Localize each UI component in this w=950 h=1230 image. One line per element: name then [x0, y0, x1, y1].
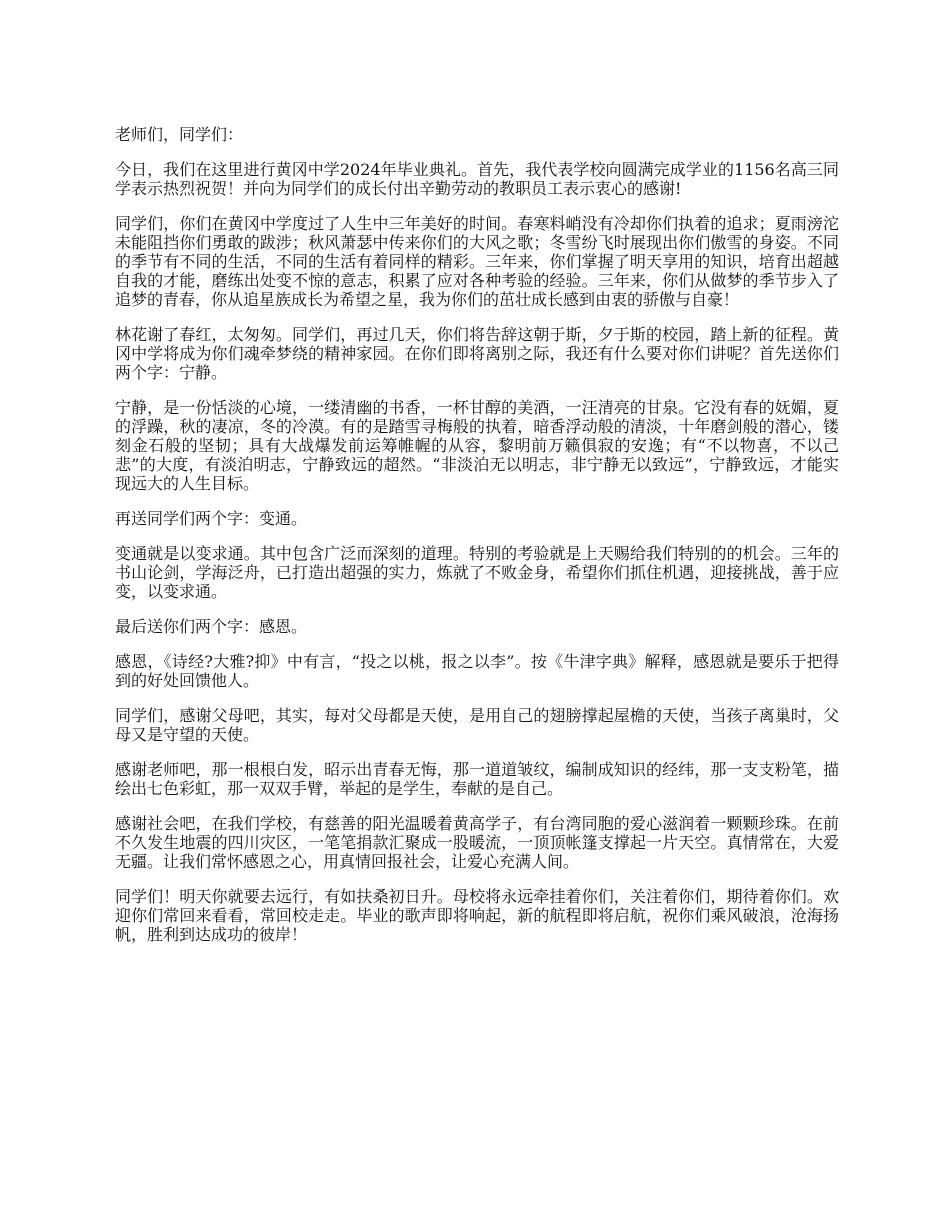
paragraph-thank-teachers: 感谢老师吧，那一根根白发，昭示出青春无悔，那一道道皱纹，编制成知识的经纬，那一支支粉笔，描绘出七色彩虹，那一双双手臂，举起的是学生，奉献的是自己。: [115, 760, 839, 798]
document-body: [115, 125, 839, 960]
paragraph-three-years: 同学们，你们在黄冈中学度过了人生中三年美好的时间。春寒料峭没有冷却你们执着的追求；夏雨滂沱未能阻挡你们勇敢的跋涉；秋风萧瑟中传来你们的大风之歌；冬雪纷飞时展现出你们傲雪的身姿。不同的季节有不同的生活，不同的生活有着同样的精彩。三年来，你们掌握了明天享用的知识，培育出超越自我的才能，磨练出处变不惊的意志，积累了应对各种考验的经验。三年来，你们从做梦的季节步入了追梦的青春，你从追星族成长为希望之星，我为你们的茁壮成长感到由衷的骄傲与自豪！: [115, 214, 839, 309]
paragraph-farewell: 林花谢了春红，太匆匆。同学们，再过几天，你们将告辞这朝于斯，夕于斯的校园，踏上新的征程。黄冈中学将成为你们魂牵梦绕的精神家园。在你们即将离别之际，我还有什么要对你们讲呢？首先送你们两个字：宁静。: [115, 325, 839, 382]
paragraph-thank-society: 感谢社会吧，在我们学校，有慈善的阳光温暖着黄高学子，有台湾同胞的爱心滋润着一颗颗珍珠。在前不久发生地震的四川灾区，一笔笔捐款汇聚成一股暖流，一顶顶帐篷支撑起一片天空。真情常在，大爱无疆。让我们常怀感恩之心，用真情回报社会，让爱心充满人间。: [115, 814, 839, 871]
paragraph-gratitude: 感恩，《诗经?大雅?抑》中有言，“投之以桃，报之以李”。按《牛津字典》解释，感恩就是要乐于把得到的好处回馈他人。: [115, 652, 839, 690]
paragraph-thank-parents: 同学们，感谢父母吧，其实，每对父母都是天使，是用自己的翅膀撑起屋檐的天使，当孩子离巢时，父母又是守望的天使。: [115, 706, 839, 744]
paragraph-tranquility: 宁静，是一份恬淡的心境，一缕清幽的书香，一杯甘醇的美酒，一汪清亮的甘泉。它没有春的妩媚，夏的浮躁，秋的凄凉，冬的冷漠。有的是踏雪寻梅般的执着，暗香浮动般的清淡，十年磨剑般的潜心，镂刻金石般的坚韧；具有大战爆发前运筹帷幄的从容，黎明前万籁俱寂的安逸；有“不以物喜，不以己悲”的大度，有淡泊明志，宁静致远的超然。“非淡泊无以明志，非宁静无以致远”，宁静致远，才能实现远大的人生目标。: [115, 398, 839, 493]
paragraph-closing: 同学们！明天你就要去远行，有如扶桑初日升。母校将永远牵挂着你们，关注着你们，期待着你们。欢迎你们常回来看看，常回校走走。毕业的歌声即将响起，新的航程即将启航，祝你们乘风破浪，沧海扬帆，胜利到达成功的彼岸！: [115, 887, 839, 944]
paragraph-flexibility: 变通就是以变求通。其中包含广泛而深刻的道理。特别的考验就是上天赐给我们特别的的机会。三年的书山论剑，学海泛舟，已打造出超强的实力，炼就了不败金身，希望你们抓住机遇，迎接挑战，善于应变，以变求通。: [115, 544, 839, 601]
salutation: 老师们，同学们：: [115, 125, 244, 144]
paragraph-gratitude-intro: 最后送你们两个字：感恩。: [115, 617, 308, 636]
paragraph-opening: 今日，我们在这里进行黄冈中学2024年毕业典礼。首先，我代表学校向圆满完成学业的1156名高三同学表示热烈祝贺！并向为同学们的成长付出辛勤劳动的教职员工表示衷心的感谢!: [115, 160, 839, 198]
paragraph-flexibility-intro: 再送同学们两个字：变通。: [115, 509, 308, 528]
